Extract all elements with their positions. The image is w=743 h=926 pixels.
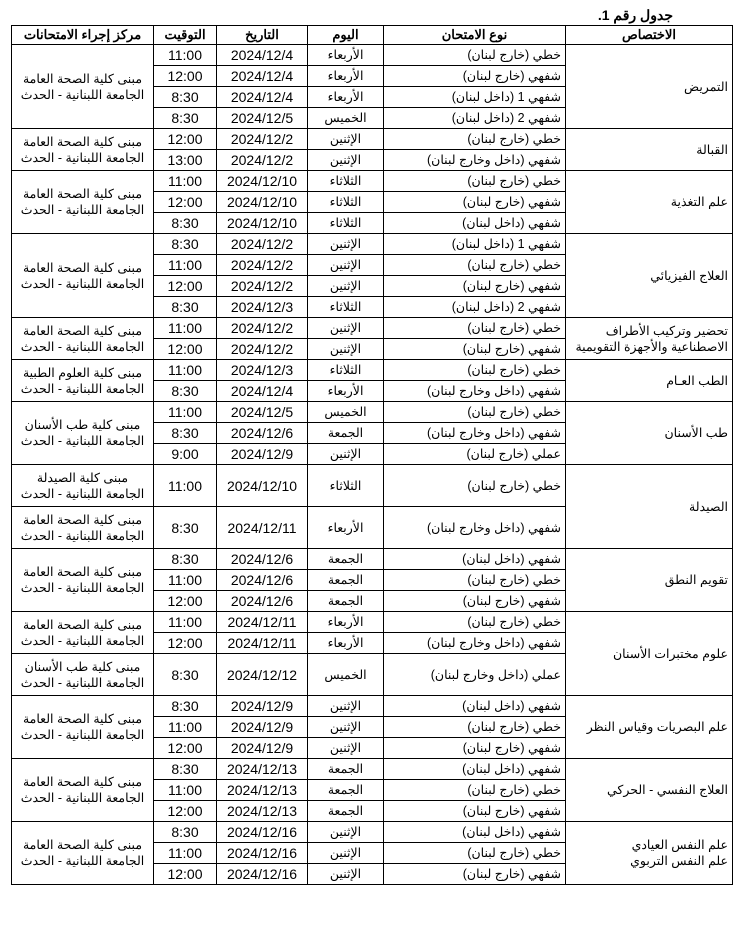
- exam-center-line: مبنى كلية الصحة العامة: [22, 134, 143, 149]
- exam-type-cell: شفهي 2 (داخل لبنان): [384, 108, 566, 129]
- table-row: [12, 549, 733, 570]
- specialization-label: طب الأسنان: [664, 426, 728, 440]
- exam-type-cell: شفهي (خارج لبنان): [384, 66, 566, 87]
- time-cell: 11:00: [154, 465, 217, 507]
- exam-type-cell: شفهي (داخل وخارج لبنان): [384, 633, 566, 654]
- specialization-cell: [566, 171, 733, 234]
- exam-center-cell: [12, 822, 154, 885]
- exam-type-cell: شفهي (خارج لبنان): [384, 339, 566, 360]
- specialization-cell: [566, 549, 733, 612]
- exam-center-line: الجامعة اللبنانية - الحدث: [20, 276, 145, 291]
- time-cell: 11:00: [154, 843, 217, 864]
- day-cell: الثلاثاء: [308, 360, 384, 381]
- exam-type-cell: شفهي (داخل لبنان): [384, 759, 566, 780]
- day-cell: الجمعة: [308, 759, 384, 780]
- date-cell: 2024/12/2: [217, 339, 308, 360]
- time-cell: 8:30: [154, 696, 217, 717]
- table-row: [12, 465, 733, 507]
- date-cell: 2024/12/2: [217, 129, 308, 150]
- date-cell: 2024/12/10: [217, 192, 308, 213]
- time-cell: 12:00: [154, 339, 217, 360]
- time-cell: 12:00: [154, 192, 217, 213]
- day-cell: الجمعة: [308, 570, 384, 591]
- table-row: [12, 318, 733, 339]
- date-cell: 2024/12/13: [217, 759, 308, 780]
- time-cell: 8:30: [154, 759, 217, 780]
- exam-center-cell: [12, 654, 154, 696]
- exam-center-cell: [12, 612, 154, 654]
- exam-type-cell: شفهي (خارج لبنان): [384, 192, 566, 213]
- date-cell: 2024/12/6: [217, 423, 308, 444]
- header-specialization: الاختصاص: [566, 26, 733, 45]
- specialization-cell: [566, 612, 733, 696]
- day-cell: الثلاثاء: [308, 213, 384, 234]
- time-cell: 11:00: [154, 255, 217, 276]
- time-cell: 11:00: [154, 780, 217, 801]
- day-cell: الخميس: [308, 402, 384, 423]
- table-row: [12, 612, 733, 633]
- time-cell: 12:00: [154, 633, 217, 654]
- time-cell: 12:00: [154, 276, 217, 297]
- exam-type-cell: خطي (خارج لبنان): [384, 318, 566, 339]
- table-row: [12, 822, 733, 843]
- time-cell: 11:00: [154, 612, 217, 633]
- day-cell: الإثنين: [308, 129, 384, 150]
- specialization-label: التمريض: [684, 79, 728, 94]
- day-cell: الإثنين: [308, 843, 384, 864]
- time-cell: 12:00: [154, 591, 217, 612]
- date-cell: 2024/12/4: [217, 45, 308, 66]
- time-cell: 11:00: [154, 45, 217, 66]
- exam-type-cell: شفهي (داخل وخارج لبنان): [384, 507, 566, 549]
- exam-type-cell: خطي (خارج لبنان): [384, 360, 566, 381]
- day-cell: الإثنين: [308, 234, 384, 255]
- date-cell: 2024/12/4: [217, 87, 308, 108]
- time-cell: 12:00: [154, 738, 217, 759]
- exam-type-cell: خطي (خارج لبنان): [384, 780, 566, 801]
- date-cell: 2024/12/11: [217, 612, 308, 633]
- exam-center-line: مبنى كلية الصحة العامة: [22, 565, 143, 579]
- day-cell: الأربعاء: [308, 381, 384, 402]
- exam-type-cell: خطي (خارج لبنان): [384, 570, 566, 591]
- specialization-cell: [566, 318, 733, 360]
- date-cell: 2024/12/9: [217, 717, 308, 738]
- day-cell: الجمعة: [308, 780, 384, 801]
- date-cell: 2024/12/2: [217, 276, 308, 297]
- specialization-label: الاصطناعية والأجهزة التقويمية: [575, 339, 728, 354]
- day-cell: الإثنين: [308, 318, 384, 339]
- header-time: التوقيت: [154, 26, 217, 45]
- date-cell: 2024/12/12: [217, 654, 308, 696]
- time-cell: 8:30: [154, 234, 217, 255]
- exam-type-cell: شفهي (خارج لبنان): [384, 801, 566, 822]
- exam-type-cell: شفهي (داخل وخارج لبنان): [384, 423, 566, 444]
- day-cell: الأربعاء: [308, 66, 384, 87]
- exam-center-cell: [12, 129, 154, 171]
- exam-center-line: الجامعة اللبنانية - الحدث: [20, 381, 145, 396]
- exam-center-line: الجامعة اللبنانية - الحدث: [20, 339, 145, 354]
- date-cell: 2024/12/4: [217, 66, 308, 87]
- time-cell: 12:00: [154, 864, 217, 885]
- exam-type-cell: شفهي (داخل لبنان): [384, 213, 566, 234]
- exam-center-line: الجامعة اللبنانية - الحدث: [20, 203, 145, 217]
- day-cell: الإثنين: [308, 717, 384, 738]
- specialization-cell: [566, 45, 733, 129]
- exam-type-cell: خطي (خارج لبنان): [384, 45, 566, 66]
- exam-center-cell: [12, 234, 154, 318]
- exam-center-line: مبنى كلية الصيدلة: [36, 470, 129, 485]
- date-cell: 2024/12/16: [217, 864, 308, 885]
- exam-type-cell: خطي (خارج لبنان): [384, 402, 566, 423]
- specialization-label: الطب العـام: [666, 373, 728, 388]
- day-cell: الجمعة: [308, 801, 384, 822]
- exam-center-cell: [12, 402, 154, 465]
- day-cell: الأربعاء: [308, 612, 384, 633]
- exam-type-cell: خطي (خارج لبنان): [384, 717, 566, 738]
- exam-center-line: الجامعة اللبنانية - الحدث: [20, 87, 145, 102]
- date-cell: 2024/12/13: [217, 780, 308, 801]
- time-cell: 8:30: [154, 654, 217, 696]
- date-cell: 2024/12/11: [217, 633, 308, 654]
- time-cell: 9:00: [154, 444, 217, 465]
- exam-center-line: الجامعة اللبنانية - الحدث: [20, 150, 145, 165]
- time-cell: 11:00: [154, 402, 217, 423]
- exam-center-cell: [12, 360, 154, 402]
- day-cell: الجمعة: [308, 591, 384, 612]
- exam-type-cell: شفهي (داخل وخارج لبنان): [384, 150, 566, 171]
- exam-type-cell: خطي (خارج لبنان): [384, 843, 566, 864]
- table-caption: جدول رقم 1.: [597, 7, 673, 23]
- date-cell: 2024/12/13: [217, 801, 308, 822]
- day-cell: الجمعة: [308, 423, 384, 444]
- specialization-cell: [566, 759, 733, 822]
- table-row: [12, 129, 733, 150]
- exam-center-line: الجامعة اللبنانية - الحدث: [20, 633, 145, 648]
- specialization-cell: [566, 129, 733, 171]
- time-cell: 13:00: [154, 150, 217, 171]
- date-cell: 2024/12/3: [217, 360, 308, 381]
- time-cell: 11:00: [154, 171, 217, 192]
- time-cell: 12:00: [154, 66, 217, 87]
- exam-center-line: الجامعة اللبنانية - الحدث: [20, 581, 145, 595]
- table-row: [12, 234, 733, 255]
- specialization-cell: [566, 822, 733, 885]
- date-cell: 2024/12/11: [217, 507, 308, 549]
- exam-type-cell: شفهي (داخل لبنان): [384, 696, 566, 717]
- header-center: مركز إجراء الامتحانات: [12, 26, 154, 45]
- time-cell: 11:00: [154, 360, 217, 381]
- table-row: [12, 171, 733, 192]
- date-cell: 2024/12/16: [217, 822, 308, 843]
- day-cell: الأربعاء: [308, 633, 384, 654]
- time-cell: 8:30: [154, 87, 217, 108]
- date-cell: 2024/12/6: [217, 549, 308, 570]
- day-cell: الإثنين: [308, 276, 384, 297]
- date-cell: 2024/12/6: [217, 570, 308, 591]
- exam-center-cell: [12, 549, 154, 612]
- specialization-cell: [566, 402, 733, 465]
- day-cell: الجمعة: [308, 549, 384, 570]
- exam-type-cell: شفهي 2 (داخل لبنان): [384, 297, 566, 318]
- time-cell: 11:00: [154, 717, 217, 738]
- exam-center-line: مبنى كلية الصحة العامة: [22, 512, 143, 527]
- date-cell: 2024/12/4: [217, 381, 308, 402]
- day-cell: الثلاثاء: [308, 297, 384, 318]
- date-cell: 2024/12/2: [217, 234, 308, 255]
- exam-type-cell: خطي (خارج لبنان): [384, 171, 566, 192]
- time-cell: 8:30: [154, 423, 217, 444]
- time-cell: 11:00: [154, 570, 217, 591]
- date-cell: 2024/12/2: [217, 318, 308, 339]
- time-cell: 11:00: [154, 318, 217, 339]
- exam-type-cell: شفهي (داخل لبنان): [384, 822, 566, 843]
- specialization-label: علم النفس العيادي: [631, 838, 728, 852]
- date-cell: 2024/12/10: [217, 213, 308, 234]
- exam-center-cell: [12, 465, 154, 507]
- time-cell: 12:00: [154, 129, 217, 150]
- table-body: [12, 45, 733, 885]
- table-row: [12, 45, 733, 66]
- time-cell: 12:00: [154, 801, 217, 822]
- specialization-label: علم النفس التربوي: [630, 854, 728, 868]
- exam-type-cell: شفهي 1 (داخل لبنان): [384, 234, 566, 255]
- time-cell: 8:30: [154, 297, 217, 318]
- header-date: التاريخ: [217, 26, 308, 45]
- day-cell: الأربعاء: [308, 45, 384, 66]
- exam-schedule-table: [11, 25, 733, 885]
- exam-center-line: مبنى كلية الصحة العامة: [22, 838, 143, 852]
- exam-center-line: مبنى كلية الصحة العامة: [22, 617, 143, 632]
- exam-center-cell: [12, 696, 154, 759]
- specialization-label: تقويم النطق: [664, 573, 728, 587]
- exam-center-line: الجامعة اللبنانية - الحدث: [20, 791, 145, 805]
- specialization-label: علم التغذية: [670, 195, 728, 209]
- table-row: [12, 402, 733, 423]
- date-cell: 2024/12/6: [217, 591, 308, 612]
- exam-type-cell: خطي (خارج لبنان): [384, 129, 566, 150]
- date-cell: 2024/12/3: [217, 297, 308, 318]
- date-cell: 2024/12/2: [217, 150, 308, 171]
- day-cell: الخميس: [308, 654, 384, 696]
- exam-type-cell: عملي (خارج لبنان): [384, 444, 566, 465]
- date-cell: 2024/12/5: [217, 402, 308, 423]
- exam-type-cell: شفهي (خارج لبنان): [384, 864, 566, 885]
- table-row: [12, 696, 733, 717]
- exam-center-line: مبنى كلية الصحة العامة: [22, 712, 143, 726]
- time-cell: 8:30: [154, 213, 217, 234]
- day-cell: الإثنين: [308, 255, 384, 276]
- date-cell: 2024/12/9: [217, 444, 308, 465]
- specialization-cell: [566, 696, 733, 759]
- header-day: اليوم: [308, 26, 384, 45]
- exam-center-line: مبنى كلية طب الأسنان: [24, 418, 141, 432]
- exam-center-cell: [12, 507, 154, 549]
- date-cell: 2024/12/2: [217, 255, 308, 276]
- time-cell: 8:30: [154, 507, 217, 549]
- exam-type-cell: عملي (داخل وخارج لبنان): [384, 654, 566, 696]
- exam-center-line: الجامعة اللبنانية - الحدث: [20, 528, 145, 543]
- exam-center-line: الجامعة اللبنانية - الحدث: [20, 486, 145, 501]
- exam-type-cell: خطي (خارج لبنان): [384, 465, 566, 507]
- specialization-label: الصيدلة: [689, 499, 728, 514]
- exam-center-line: مبنى كلية طب الأسنان: [24, 659, 141, 674]
- date-cell: 2024/12/10: [217, 465, 308, 507]
- specialization-cell: [566, 360, 733, 402]
- date-cell: 2024/12/10: [217, 171, 308, 192]
- day-cell: الثلاثاء: [308, 171, 384, 192]
- exam-center-line: مبنى كلية العلوم الطبية: [22, 365, 143, 380]
- exam-center-line: الجامعة اللبنانية - الحدث: [20, 434, 145, 448]
- exam-center-line: مبنى كلية الصحة العامة: [22, 71, 143, 86]
- time-cell: 8:30: [154, 822, 217, 843]
- date-cell: 2024/12/9: [217, 738, 308, 759]
- exam-center-cell: [12, 759, 154, 822]
- time-cell: 8:30: [154, 549, 217, 570]
- date-cell: 2024/12/9: [217, 696, 308, 717]
- table-row: [12, 360, 733, 381]
- day-cell: الثلاثاء: [308, 465, 384, 507]
- time-cell: 8:30: [154, 108, 217, 129]
- specialization-label: تحضير وتركيب الأطراف: [605, 323, 728, 338]
- exam-type-cell: شفهي (خارج لبنان): [384, 276, 566, 297]
- specialization-label: العلاج الفيزيائي: [650, 268, 728, 283]
- day-cell: الأربعاء: [308, 87, 384, 108]
- specialization-cell: [566, 465, 733, 549]
- day-cell: الخميس: [308, 108, 384, 129]
- exam-center-line: مبنى كلية الصحة العامة: [22, 775, 143, 789]
- date-cell: 2024/12/16: [217, 843, 308, 864]
- header-exam-type: نوع الامتحان: [384, 26, 566, 45]
- day-cell: الإثنين: [308, 738, 384, 759]
- day-cell: الأربعاء: [308, 507, 384, 549]
- exam-type-cell: شفهي 1 (داخل لبنان): [384, 87, 566, 108]
- exam-type-cell: خطي (خارج لبنان): [384, 612, 566, 633]
- header-row: [12, 26, 733, 45]
- exam-type-cell: خطي (خارج لبنان): [384, 255, 566, 276]
- date-cell: 2024/12/5: [217, 108, 308, 129]
- exam-type-cell: شفهي (داخل وخارج لبنان): [384, 381, 566, 402]
- exam-center-cell: [12, 45, 154, 129]
- table-row: [12, 759, 733, 780]
- day-cell: الإثنين: [308, 150, 384, 171]
- day-cell: الثلاثاء: [308, 192, 384, 213]
- exam-center-line: مبنى كلية الصحة العامة: [22, 260, 143, 275]
- day-cell: الإثنين: [308, 864, 384, 885]
- specialization-cell: [566, 234, 733, 318]
- day-cell: الإثنين: [308, 822, 384, 843]
- exam-center-line: الجامعة اللبنانية - الحدث: [20, 675, 145, 690]
- exam-type-cell: شفهي (داخل لبنان): [384, 549, 566, 570]
- exam-type-cell: شفهي (خارج لبنان): [384, 738, 566, 759]
- time-cell: 8:30: [154, 381, 217, 402]
- exam-center-line: مبنى كلية الصحة العامة: [22, 323, 143, 338]
- exam-center-line: مبنى كلية الصحة العامة: [22, 187, 143, 201]
- exam-type-cell: شفهي (خارج لبنان): [384, 591, 566, 612]
- exam-center-line: الجامعة اللبنانية - الحدث: [20, 854, 145, 868]
- exam-center-cell: [12, 318, 154, 360]
- day-cell: الإثنين: [308, 339, 384, 360]
- day-cell: الإثنين: [308, 444, 384, 465]
- specialization-label: علوم مختبرات الأسنان: [612, 646, 728, 661]
- day-cell: الإثنين: [308, 696, 384, 717]
- exam-center-cell: [12, 171, 154, 234]
- exam-center-line: الجامعة اللبنانية - الحدث: [20, 728, 145, 742]
- specialization-label: القبالة: [696, 142, 728, 157]
- specialization-label: علم البصريات وقياس النظر: [586, 720, 728, 734]
- specialization-label: العلاج النفسي - الحركي: [607, 783, 728, 797]
